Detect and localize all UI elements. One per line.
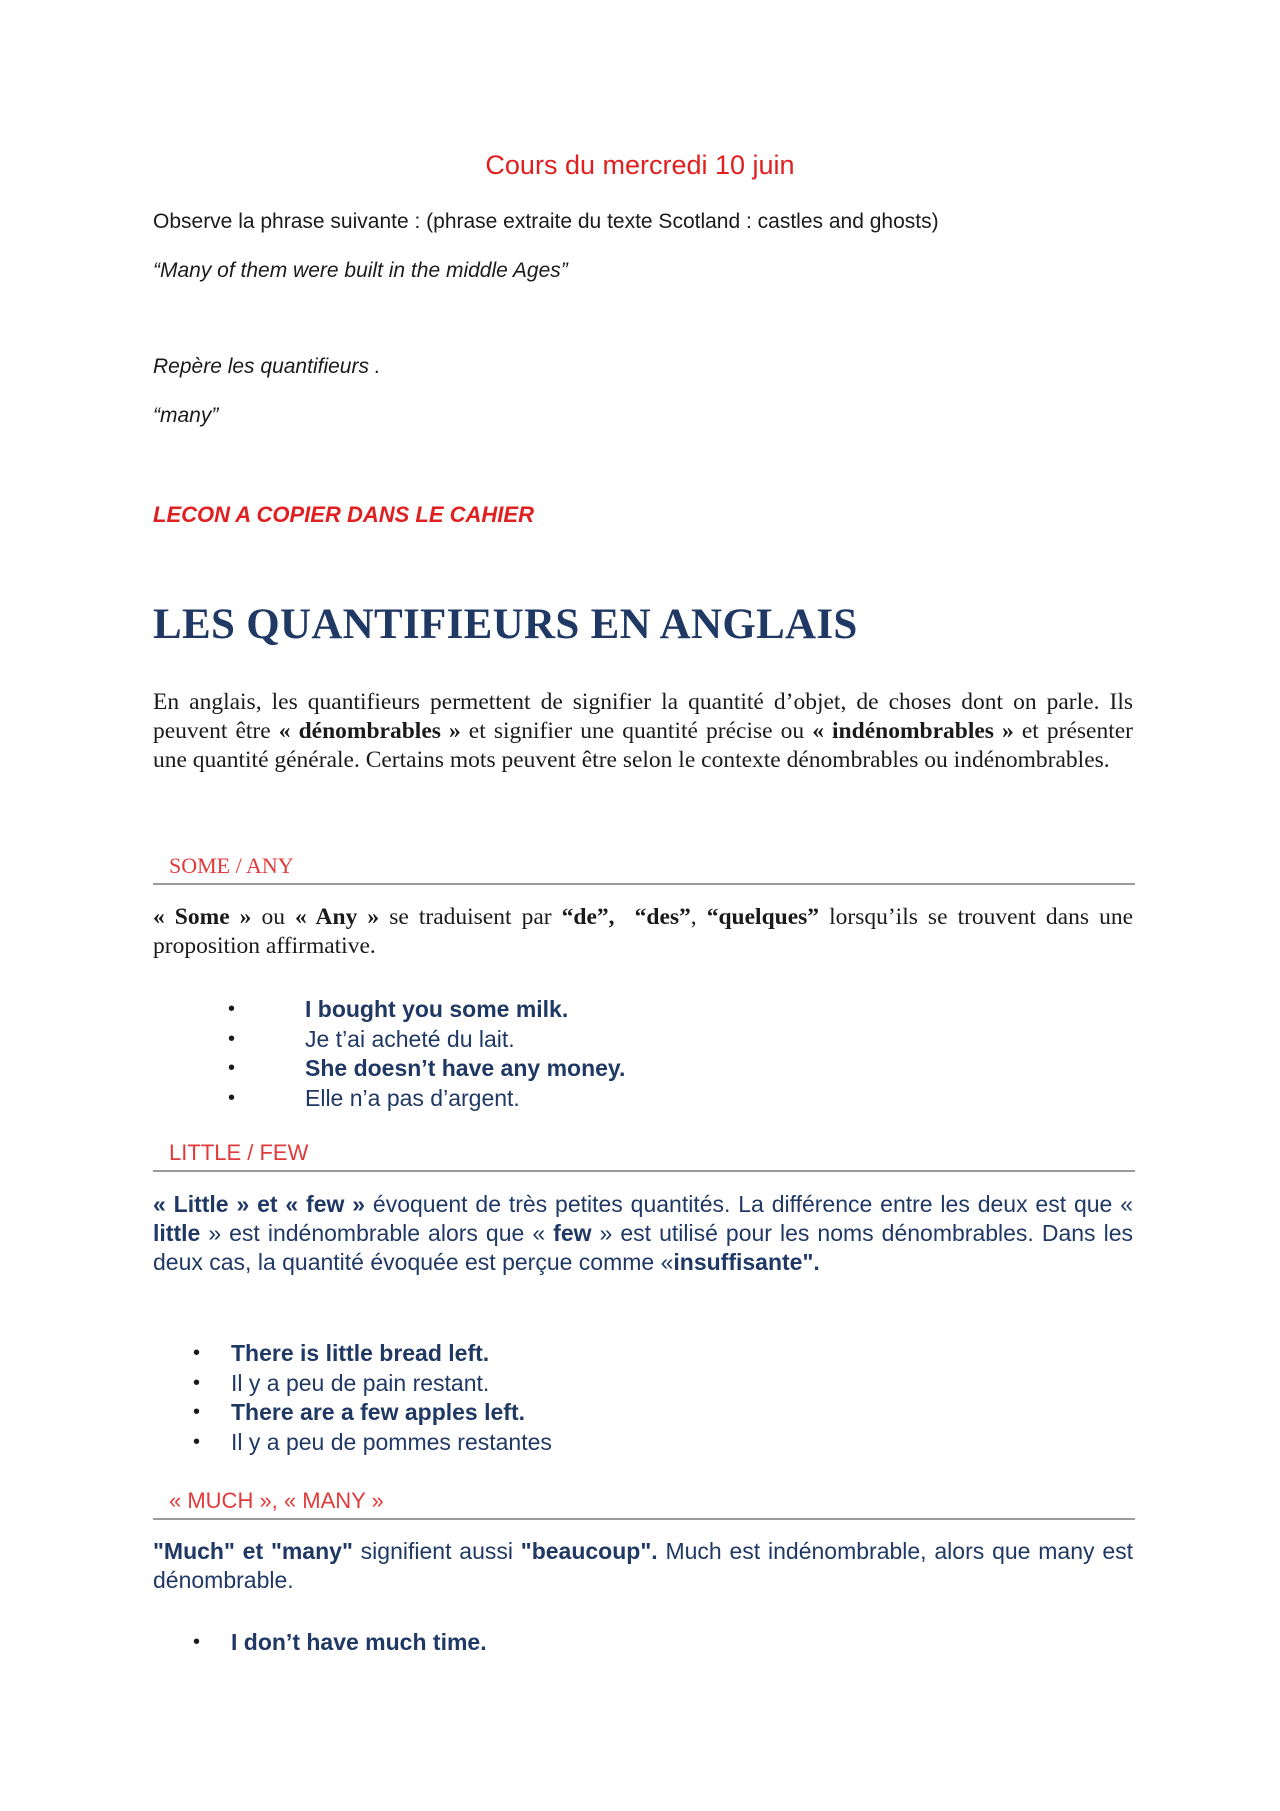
course-date-title: Cours du mercredi 10 juin [485, 150, 795, 180]
example-french: Je t’ai acheté du lait. [305, 1025, 515, 1052]
de-bold: “de”, [561, 904, 615, 930]
observe-instruction: Observe la phrase suivante : (phrase extraite du texte Scotland : castles and ghosts) [153, 210, 939, 233]
beaucoup-bold: "beaucoup". [520, 1538, 658, 1564]
lesson-title: LES QUANTIFIEURS EN ANGLAIS [153, 601, 858, 648]
intro-text-1: En anglais, les quantifieurs permettent de signifier la quantité d’objet, de choses dont on parle. Ils peuvent être [153, 689, 1133, 744]
list-item [0, 1054, 625, 1084]
little-few-text-1: évoquent de très petites quantités. La différence entre les deux est que « [365, 1191, 1133, 1217]
example-english: She doesn’t have any money. [305, 1055, 626, 1081]
intro-paragraph [153, 688, 1133, 775]
example-french: Elle n’a pas d’argent. [305, 1084, 520, 1111]
little-few-text-3: » est utilisé pour les noms dénombrables. Dans les deux cas, la quantité évoquée est perçue comme « [153, 1220, 1133, 1275]
ou-text: ou [251, 904, 296, 930]
comma-text: , [690, 904, 707, 930]
much-many-explanation [153, 1537, 1133, 1595]
copy-lesson-label: LECON A COPIER DANS LE CAHIER [153, 502, 534, 527]
insufficient-bold: insuffisante". [673, 1249, 820, 1275]
some-any-examples [0, 995, 625, 1113]
little-few-bold: « Little » et « few » [153, 1191, 366, 1217]
des-bold: “des” [634, 904, 691, 930]
section-heading-much-many: « MUCH », « MANY » [153, 1488, 1135, 1520]
section-heading-little-few: LITTLE / FEW [153, 1140, 1135, 1172]
bullet-icon: • [228, 1086, 236, 1109]
bullet-icon: • [193, 1401, 201, 1423]
example-english: There is little bread left. [231, 1340, 490, 1366]
bullet-icon: • [228, 1057, 236, 1079]
list-item [0, 1339, 552, 1369]
bullet-icon: • [193, 1342, 201, 1364]
list-item [0, 995, 625, 1025]
little-few-examples [0, 1339, 552, 1457]
section-heading-some-any: SOME / ANY [153, 853, 1135, 885]
quantifier-answer: “many” [153, 404, 219, 427]
example-sentence: “Many of them were built in the middle Ages” [153, 259, 568, 282]
list-item [0, 1084, 625, 1114]
list-item [0, 1628, 487, 1658]
example-french: Il y a peu de pommes restantes [231, 1428, 552, 1455]
much-many-examples [0, 1628, 487, 1658]
few-bold: few [553, 1220, 592, 1246]
find-quantifiers-instruction: Repère les quantifieurs . [153, 355, 381, 378]
bullet-icon: • [228, 998, 236, 1020]
intro-text-2: et signifier une quantité précise ou [460, 718, 813, 744]
bullet-icon: • [228, 1027, 236, 1050]
quelques-bold: “quelques” [706, 904, 820, 930]
example-english: There are a few apples left. [231, 1399, 526, 1425]
little-bold: little [153, 1220, 201, 1246]
list-item [0, 1025, 625, 1055]
bullet-icon: • [193, 1371, 201, 1394]
list-item [0, 1428, 552, 1458]
much-many-text-2: Much est indénombrable, alors que many est dénombrable. [153, 1538, 1134, 1593]
little-few-text-2: » est indénombrable alors que « [200, 1220, 554, 1246]
bullet-icon: • [193, 1631, 201, 1653]
any-bold: « Any » [295, 904, 380, 930]
example-english: I bought you some milk. [305, 996, 569, 1022]
much-many-bold: "Much" et "many" [153, 1538, 353, 1564]
list-item [0, 1398, 552, 1428]
intro-text-3: et présenter une quantité générale. Certains mots peuvent être selon le contexte dénombrables ou indénombrables. [153, 718, 1134, 773]
some-any-text-2: lorsqu’ils se trouvent dans une proposition affirmative. [153, 904, 1133, 959]
some-any-explanation [153, 903, 1133, 961]
little-few-explanation [153, 1190, 1133, 1277]
some-bold: « Some » [153, 904, 252, 930]
intro-bold-countable: « dénombrables » [278, 718, 461, 744]
example-english: I don’t have much time. [231, 1629, 487, 1655]
much-many-text-1: signifient aussi [352, 1538, 521, 1564]
list-item [0, 1369, 552, 1399]
example-french: Il y a peu de pain restant. [231, 1369, 490, 1396]
some-any-text-1: se traduisent par [379, 904, 562, 930]
intro-bold-uncountable: « indénombrables » [812, 718, 1014, 744]
bullet-icon: • [193, 1430, 201, 1453]
